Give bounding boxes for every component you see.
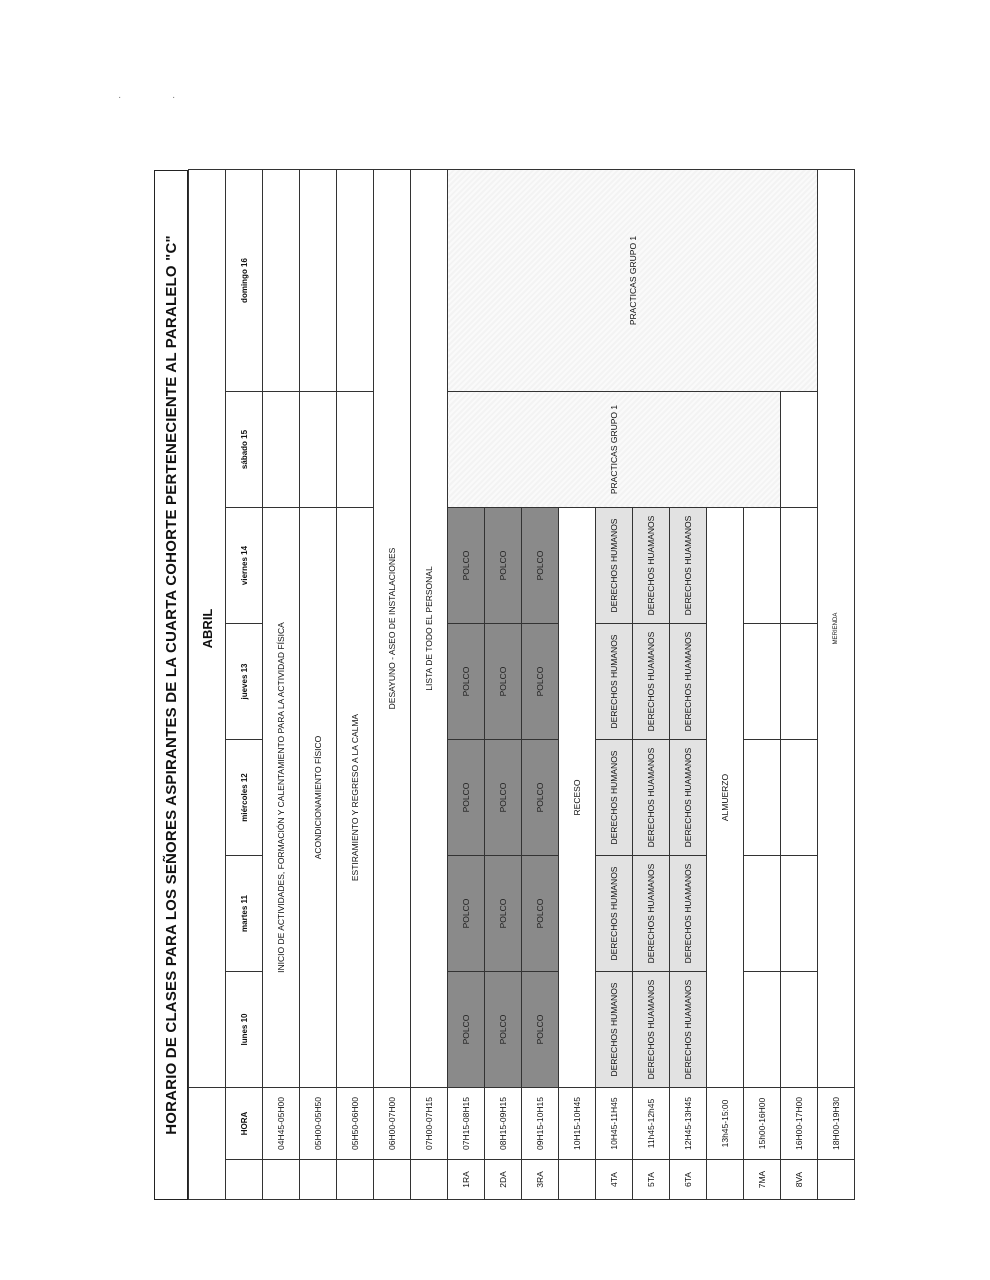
activity-cell: MERIENDA [818,169,855,1087]
time-cell: 06H00-07H00 [374,1088,411,1160]
time-cell: 05H00-05H50 [300,1088,337,1160]
activity-cell: ACONDICIONAMIENTO FÍSICO [300,508,337,1088]
table-row [411,169,448,1199]
subject-cell: POLCO [522,624,559,740]
time-cell: 09H15-10H15 [522,1088,559,1160]
subject-cell: POLCO [485,856,522,972]
subject-cell: POLCO [485,972,522,1088]
subject-cell: DERECHOS HUAMANOS [633,508,670,624]
time-cell: 16H00-17H00 [781,1088,818,1160]
table-row [300,169,337,1199]
subject-cell: POLCO [485,508,522,624]
period-label: 7MA [744,1160,781,1200]
day-header: lunes 10 [226,972,263,1088]
subject-cell: DERECHOS HUMANOS [596,508,633,624]
schedule-document [154,170,864,1200]
day-header: domingo 16 [226,169,263,391]
period-label: 6TA [670,1160,707,1200]
table-row [448,169,485,1199]
table-row [337,169,374,1199]
activity-cell: INICIO DE ACTIVIDADES, FORMACIÓN Y CALENTAMIENTO PARA LA ACTIVIDAD FÍSICA [263,508,300,1088]
scan-mark: · [118,92,122,103]
subject-cell: DERECHOS HUAMANOS [670,856,707,972]
subject-cell: DERECHOS HUAMANOS [633,740,670,856]
day-header: sábado 15 [226,392,263,508]
subject-cell: DERECHOS HUAMANOS [670,972,707,1088]
activity-cell: ALMUERZO [707,508,744,1088]
subject-cell: DERECHOS HUMANOS [596,624,633,740]
header-row [226,169,263,1199]
month-row [189,169,226,1199]
time-cell: 07H00-07H15 [411,1088,448,1160]
activity-cell: DESAYUNO - ASEO DE INSTALACIONES [374,169,411,1087]
subject-cell: DERECHOS HUAMANOS [633,856,670,972]
subject-cell: POLCO [522,508,559,624]
time-cell: 12H45-13H45 [670,1088,707,1160]
subject-cell: DERECHOS HUAMANOS [670,508,707,624]
period-label: 1RA [448,1160,485,1200]
subject-cell: DERECHOS HUMANOS [596,740,633,856]
activity-cell: LISTA DE TODO EL PERSONAL [411,169,448,1087]
period-label: 4TA [596,1160,633,1200]
day-header: miércoles 12 [226,740,263,856]
sunday-practice: PRACTICAS GRUPO 1 [448,169,818,391]
time-cell: 10H15-10H45 [559,1088,596,1160]
month-label: ABRIL [189,169,226,1087]
subject-cell: DERECHOS HUAMANOS [670,740,707,856]
activity-cell: ESTIRAMIENTO Y REGRESO A LA CALMA [337,508,374,1088]
activity-cell: RECESO [559,508,596,1088]
time-cell: 08H15-09H15 [485,1088,522,1160]
scan-mark: · [172,92,176,103]
hora-header: HORA [226,1088,263,1160]
subject-cell: DERECHOS HUAMANOS [670,624,707,740]
period-label: 3RA [522,1160,559,1200]
time-cell: 04H45-05H00 [263,1088,300,1160]
time-cell: 13h45-15:00 [707,1088,744,1160]
period-label: 8VA [781,1160,818,1200]
day-header: jueves 13 [226,624,263,740]
subject-cell: POLCO [448,740,485,856]
day-header: viernes 14 [226,508,263,624]
subject-cell: POLCO [448,508,485,624]
period-label: 2DA [485,1160,522,1200]
subject-cell: POLCO [485,624,522,740]
subject-cell: POLCO [448,856,485,972]
day-header: martes 11 [226,856,263,972]
table-row [374,169,411,1199]
subject-cell: POLCO [485,740,522,856]
subject-cell: POLCO [522,740,559,856]
time-cell: 15h00-16H00 [744,1088,781,1160]
time-cell: 07H15-08H15 [448,1088,485,1160]
time-cell: 18H00-19H30 [818,1088,855,1160]
subject-cell: POLCO [448,972,485,1088]
time-cell: 11h45-12h45 [633,1088,670,1160]
period-label: 5TA [633,1160,670,1200]
subject-cell: POLCO [448,624,485,740]
table-row [818,169,855,1199]
time-cell: 05H50-06H00 [337,1088,374,1160]
subject-cell: POLCO [522,856,559,972]
subject-cell: POLCO [522,972,559,1088]
subject-cell: DERECHOS HUMANOS [596,972,633,1088]
schedule-table [188,169,855,1200]
time-cell: 10H45-11H45 [596,1088,633,1160]
subject-cell: DERECHOS HUMANOS [596,856,633,972]
saturday-practice: PRACTICAS GRUPO 1 [448,392,781,508]
subject-cell: DERECHOS HUAMANOS [633,624,670,740]
document-title: HORARIO DE CLASES PARA LOS SEÑORES ASPIRANTES DE LA CUARTA COHORTE PERTENECIENTE AL PARALELO "C" [154,170,188,1200]
table-row [263,169,300,1199]
subject-cell: DERECHOS HUAMANOS [633,972,670,1088]
